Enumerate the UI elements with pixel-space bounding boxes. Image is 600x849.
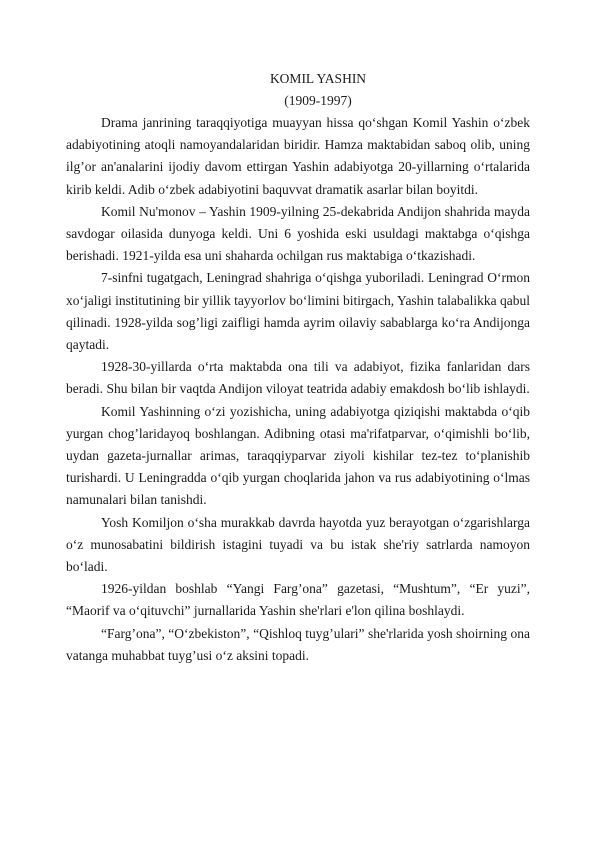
document-page bbox=[66, 68, 530, 667]
paragraph: Komil Yashinning o‘zi yozishicha, uning adabiyotga qiziqishi maktabda o‘qib yurgan chog’laridayoq boshlangan. Adibning otasi ma'rifatparvar, o‘qimishli bo‘lib, uydan gazeta-jurnallar arimas, taraqqiyparvar ziyoli kishilar tez-tez to‘planishib turishardi. U Leningradda o‘qib yurgan choqlarida jahon va rus adabiyotining o‘lmas namunalari bilan tanishdi. bbox=[66, 403, 530, 508]
paragraph: Drama janrining taraqqiyotiga muayyan hissa qo‘shgan Komil Yashin o‘zbek adabiyotining atoqli namoyandalaridan biridir. Hamza maktabidan saboq olib, uning ilg’or an'analarini ijodiy davom ettirgan Yashin adabiyotga 20-yillarning o‘rtalarida kirib keldi. Adib o‘zbek adabiyotini baquvvat dramatik asarlar bilan boyitdi. bbox=[66, 115, 530, 197]
paragraph: Komil Nu'monov – Yashin 1909-yilning 25-dekabrida Andijon shahrida mayda savdogar oilasida dunyoga keldi. Uni 6 yoshida eski usuldagi maktabga o‘qishga berishadi. 1921-yilda esa uni shaharda ochilgan rus maktabiga o‘tkazishadi. bbox=[66, 203, 530, 264]
paragraph: 1926-yildan boshlab “Yangi Farg’ona” gazetasi, “Mushtum”, “Er yuzi”, “Maorif va o‘qituvchi” jurnallarida Yashin she'rlari e'lon qilina boshlaydi. bbox=[66, 581, 530, 619]
life-years: (1909-1997) bbox=[284, 93, 352, 108]
paragraph: 1928-30-yillarda o‘rta maktabda ona tili va adabiyot, fizika fanlaridan dars beradi. Shu bilan bir vaqtda Andijon viloyat teatrida adabiy emakdosh bo‘lib ishlaydi. bbox=[66, 359, 530, 397]
paragraph: Yosh Komiljon o‘sha murakkab davrda hayotda yuz berayotgan o‘zgarishlarga o‘z munosabatini bildirish istagini tuyadi va bu istak she'riy satrlarda namoyon bo‘ladi. bbox=[66, 514, 530, 575]
paragraph: “Farg’ona”, “O‘zbekiston”, “Qishloq tuyg’ulari” she'rlarida yosh shoirning ona vatanga muhabbat tuyg’usi o‘z aksini topadi. bbox=[66, 625, 530, 663]
paragraph: 7-sinfni tugatgach, Leningrad shahriga o‘qishga yuboriladi. Leningrad O‘rmon xo‘jaligi institutining bir yillik tayyorlov bo‘limini bitirgach, Yashin talabalikka qabul qilinadi. 1928-yilda sog’ligi zaifligi hamda ayrim oilaviy sabablarga ko‘ra Andijonga qaytadi. bbox=[66, 270, 530, 353]
document-title: KOMIL YASHIN bbox=[269, 71, 367, 86]
